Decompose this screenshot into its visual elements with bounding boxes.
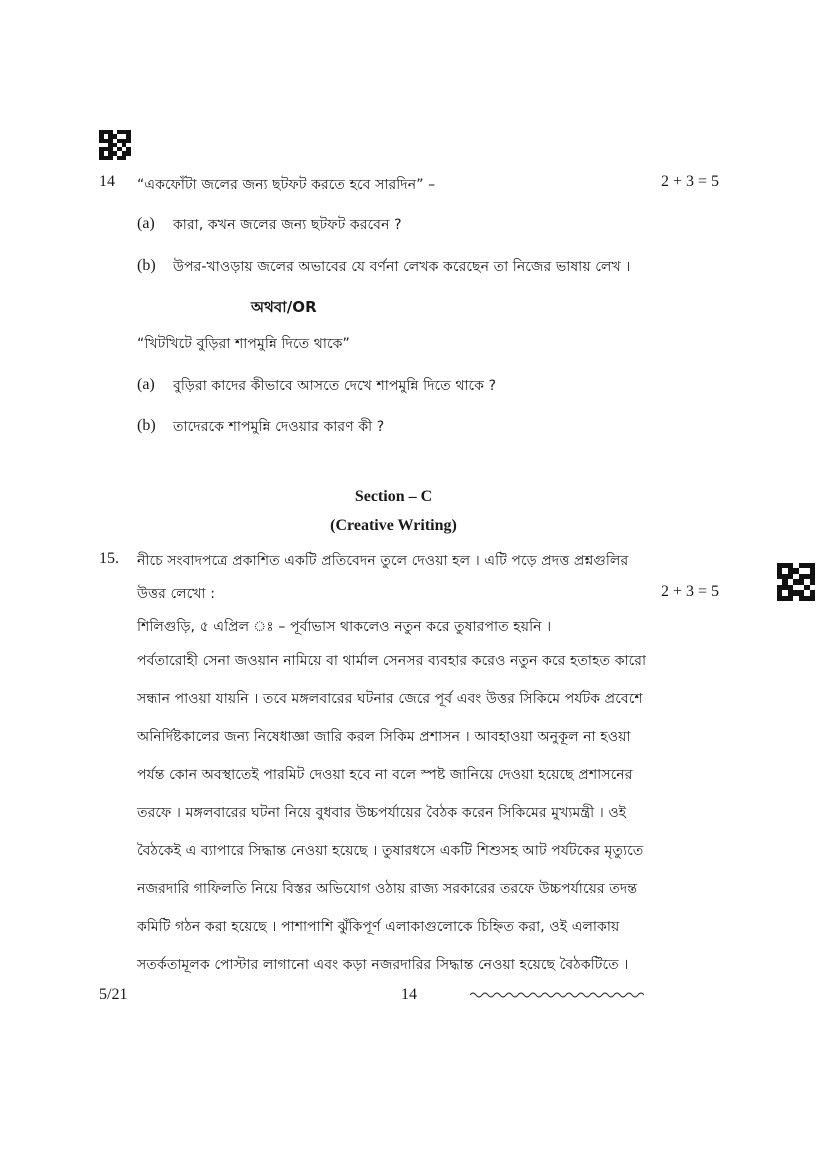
footer-page-number: 14 — [401, 986, 417, 1003]
question-14-number: 14 — [99, 173, 115, 190]
passage-line: কমিটি গঠন করা হয়েছে । পাশাপাশি ঝুঁকিপূর্ণ এলাকাগুলোকে চিহ্নিত করা, ওই এলাকায় — [137, 919, 620, 935]
question-14-alt-part-b-text: তাদেরকে শাপমুন্নি দেওয়ার কারণ কী ? — [173, 419, 385, 435]
passage-dateline: শিলিগুড়ি, ৫ এপ্রিল ঃ – পূর্বাভাস থাকলেও নতুন করে তুষারপাত হয়নি । — [137, 619, 552, 635]
question-15-instruction-line2: উত্তর লেখো : — [137, 586, 216, 602]
question-14-part-b-text: উপর-খাওড়ায় জলের অভাবের যে বর্ণনা লেখক করেছেন তা নিজের ভাষায় লেখ । — [173, 259, 631, 275]
qr-code-top — [99, 130, 131, 160]
footer-wavy-line — [470, 990, 644, 1000]
question-14-part-a-text: কারা, কখন জলের জন্য ছটফট করবেন ? — [173, 217, 402, 233]
passage-body — [137, 642, 691, 984]
question-14-quote: “একফোঁটা জলের জন্য ছটফট করতে হবে সারদিন” – — [137, 177, 436, 193]
question-15-marks: 2 + 3 = 5 — [661, 583, 720, 600]
passage-line: অনির্দিষ্টকালের জন্য নিষেধাজ্ঞা জারি করল সিকিম প্রশাসন । আবহাওয়া অনুকূল না হওয়া — [137, 729, 631, 745]
question-15-number: 15. — [99, 550, 119, 567]
question-14-alt-part-a-text: বুড়িরা কাদের কীভাবে আসতে দেখে শাপমুন্নি দিতে থাকে ? — [173, 378, 497, 394]
passage-line: পর্যন্ত কোন অবস্থাতেই পারমিট দেওয়া হবে না বলে স্পষ্ট জানিয়ে দেওয়া হয়েছে প্রশাসনের — [137, 767, 633, 783]
question-14-marks: 2 + 3 = 5 — [661, 173, 720, 190]
passage-line: পর্বতারোহী সেনা জওয়ান নামিয়ে বা থার্মাল সেনসর ব্যবহার করেও নতুন করে হতাহত কারো — [137, 653, 647, 669]
passage-line: সতর্কতামূলক পোস্টার লাগানো এবং কড়া নজরদারির সিদ্ধান্ত নেওয়া হয়েছে বৈঠকটিতে । — [137, 957, 629, 973]
or-label: অথবা/OR — [251, 298, 317, 316]
section-title: Section – C — [354, 488, 433, 505]
question-15-instruction-line1: নীচে সংবাদপত্রে প্রকাশিত একটি প্রতিবেদন তুলে দেওয়া হল । এটি পড়ে প্রদত্ত প্রশ্নগুলির — [137, 553, 629, 569]
footer-paper-code: 5/21 — [99, 986, 128, 1003]
passage-line: সন্ধান পাওয়া যায়নি । তবে মঙ্গলবারের ঘটনার জেরে পূর্ব এবং উত্তর সিকিমে পর্যটক প্রবেশে — [137, 691, 643, 707]
passage-line: বৈঠকেই এ ব্যাপারে সিদ্ধান্ত নেওয়া হয়েছে । তুষারধসে একটি শিশুসহ আট পর্যটকের মৃত্যুতে — [137, 843, 644, 859]
passage-line: নজরদারি গাফিলতি নিয়ে বিস্তর অভিযোগ ওঠায় রাজ্য সরকারের তরফে উচ্চপর্যায়ের তদন্ত — [137, 881, 638, 897]
question-14-part-a-label: (a) — [137, 215, 155, 232]
question-14-alt-part-b-label: (b) — [137, 417, 156, 434]
section-subtitle: (Creative Writing) — [330, 517, 457, 534]
passage-line: তরফে । মঙ্গলবারের ঘটনা নিয়ে বুধবার উচ্চপর্যায়ের বৈঠক করেন সিকিমের মুখ্যমন্ত্রী । ওই — [137, 805, 627, 821]
question-14-alt-part-a-label: (a) — [137, 376, 155, 393]
question-14-alt-quote: “খিটখিটে বুড়িরা শাপমুন্নি দিতে থাকে” — [137, 336, 350, 352]
question-14-part-b-label: (b) — [137, 257, 156, 274]
qr-code-side — [777, 563, 815, 601]
